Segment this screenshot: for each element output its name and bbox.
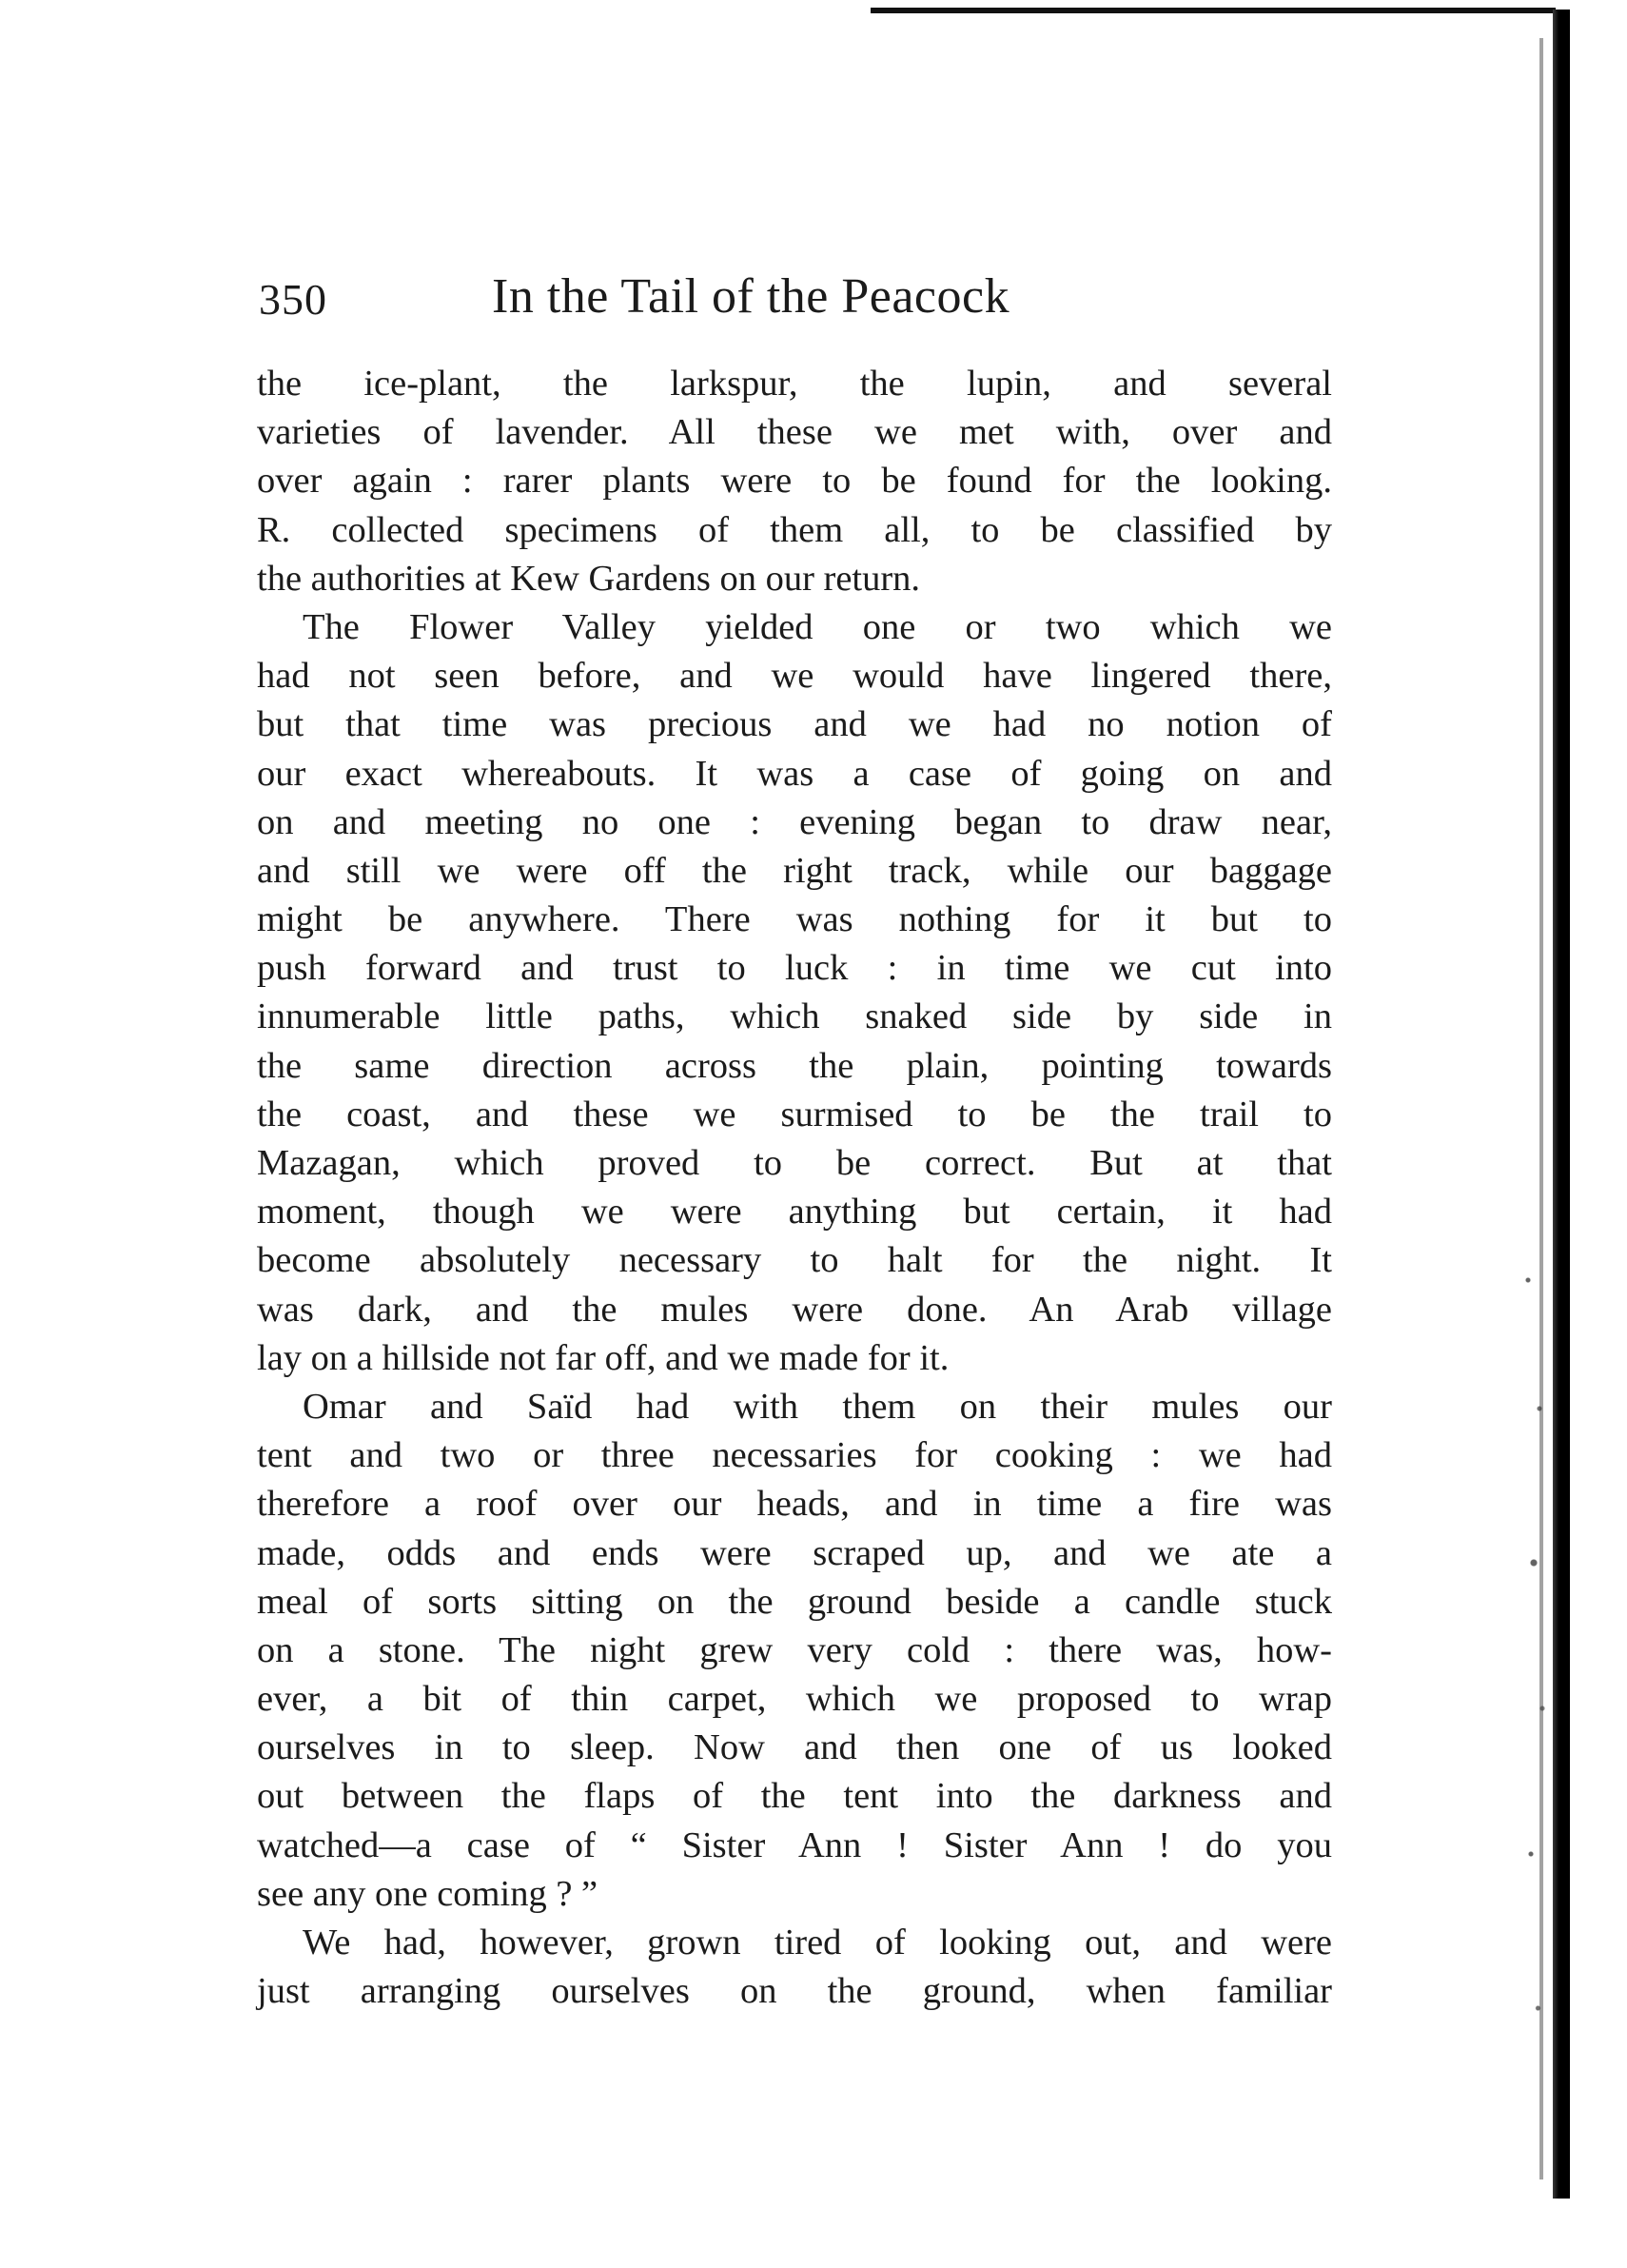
text-line: and still we were off the right track, while our baggage	[257, 850, 1332, 891]
scan-binding-edge	[1553, 10, 1570, 2199]
text-line: on a stone. The night grew very cold : there was, how-	[257, 1629, 1332, 1670]
text-line: push forward and trust to luck : in time we cut into	[257, 948, 1332, 989]
text-line: meal of sorts sitting on the ground beside a candle stuck	[257, 1581, 1332, 1622]
text-line: varieties of lavender. All these we met with, over and	[257, 412, 1332, 453]
text-line: see any one coming ? ”	[257, 1873, 598, 1914]
text-line: innumerable little paths, which snaked side by side in	[257, 996, 1332, 1037]
paragraph	[257, 1383, 1332, 1919]
text-line: ourselves in to sleep. Now and then one of us looked	[257, 1727, 1332, 1768]
text-line: but that time was precious and we had no notion of	[257, 704, 1332, 745]
text-line: become absolutely necessary to halt for the night. It	[257, 1240, 1332, 1281]
text-line: tent and two or three necessaries for cooking : we had	[257, 1435, 1332, 1476]
text-line: over again : rarer plants were to be found for the looking.	[257, 461, 1332, 502]
text-line: We had, however, grown tired of looking out, and were	[303, 1923, 1332, 1962]
text-line: R. collected specimens of them all, to be classified by	[257, 509, 1332, 550]
text-line: The Flower Valley yielded one or two which we	[303, 606, 1332, 647]
text-line: therefore a roof over our heads, and in time a fire was	[257, 1484, 1332, 1525]
text-line: Mazagan, which proved to be correct. But at that	[257, 1143, 1332, 1183]
text-line: our exact whereabouts. It was a case of going on and	[257, 753, 1332, 794]
text-line: had not seen before, and we would have lingered there,	[257, 656, 1332, 697]
text-line: was dark, and the mules were done. An Arab village	[257, 1289, 1332, 1330]
text-line: Omar and Saïd had with them on their mules our	[303, 1386, 1332, 1427]
running-title: In the Tail of the Peacock	[492, 269, 1010, 324]
text-line: the authorities at Kew Gardens on our return.	[257, 558, 921, 599]
text-line: ever, a bit of thin carpet, which we proposed to wrap	[257, 1679, 1332, 1720]
text-line: watched—a case of “ Sister Ann ! Sister Ann ! do you	[257, 1824, 1332, 1865]
text-line: the ice-plant, the larkspur, the lupin, and several	[257, 364, 1332, 404]
scan-specks	[1522, 1237, 1551, 2094]
text-line: might be anywhere. There was nothing for it but to	[257, 899, 1332, 940]
body-text	[257, 360, 1332, 2016]
text-line: the same direction across the plain, pointing towards	[257, 1045, 1332, 1086]
text-line: moment, though we were anything but certain, it had	[257, 1192, 1332, 1233]
text-line: made, odds and ends were scraped up, and we ate a	[257, 1532, 1332, 1573]
text-line: lay on a hillside not far off, and we made for it.	[257, 1337, 950, 1378]
text-line: just arranging ourselves on the ground, when familiar	[257, 1971, 1332, 2012]
text-line: on and meeting no one : evening began to draw near,	[257, 801, 1332, 842]
paragraph	[257, 603, 1332, 1383]
page-number: 350	[259, 275, 327, 324]
paragraph	[257, 360, 1332, 603]
text-line: the coast, and these we surmised to be the trail to	[257, 1094, 1332, 1134]
running-header	[259, 268, 1334, 335]
text-line: out between the flaps of the tent into the darkness and	[257, 1776, 1332, 1817]
paragraph	[257, 1919, 1332, 2016]
scan-edge-top	[871, 8, 1556, 13]
